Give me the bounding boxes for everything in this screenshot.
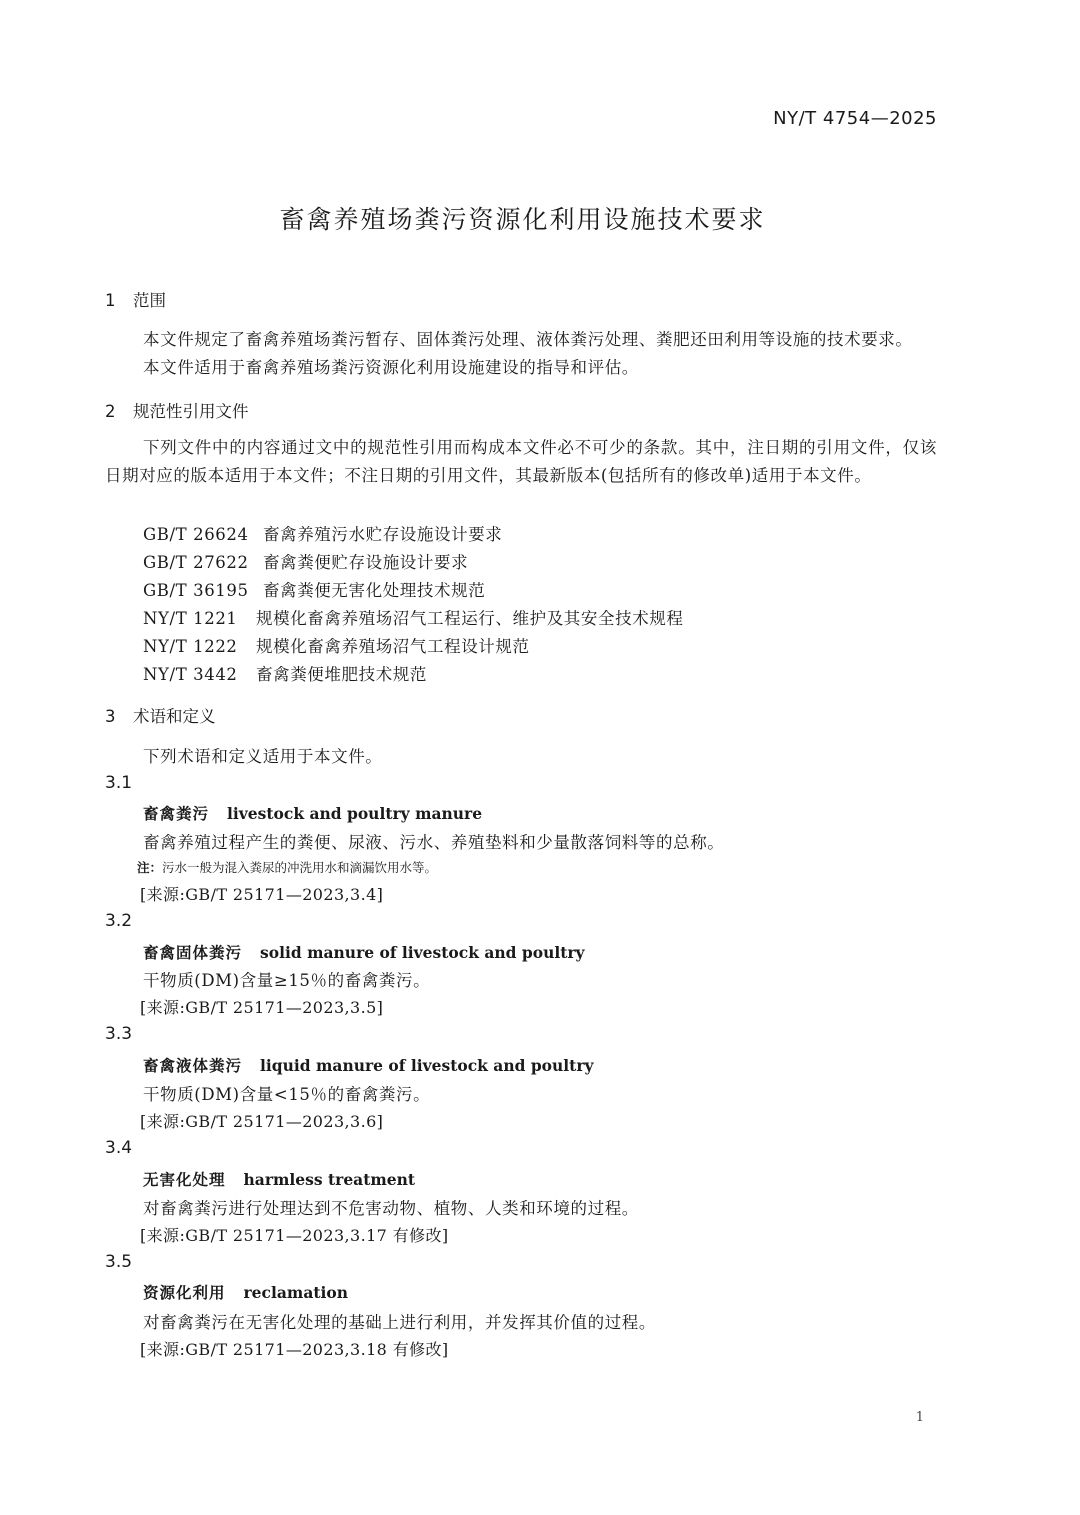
term-chinese: 畜禽粪污 — [143, 805, 210, 823]
paragraph: 下列文件中的内容通过文中的规范性引用而构成本文件必不可少的条款。其中，注日期的引用文件，仅该日期对应的版本适用于本文件；不注日期的引用文件，其最新版本(包括所有的修改单)适用于本文件。 — [105, 438, 937, 485]
section-heading-normative-references — [105, 398, 249, 422]
reference-code: GB/T 36195 — [143, 581, 249, 600]
reference-code: NY/T 1221 — [143, 609, 238, 628]
term-note — [137, 858, 437, 876]
term-english: reclamation — [243, 1283, 349, 1302]
document-title: 畜禽养殖场粪污资源化利用设施技术要求 — [279, 205, 766, 234]
term-chinese: 畜禽液体粪污 — [143, 1057, 243, 1075]
section-title: 规范性引用文件 — [133, 402, 249, 421]
clause-number: 3.1 — [105, 773, 133, 793]
clause-number: 3.3 — [105, 1024, 133, 1044]
term-source: [来源:GB/T 25171—2023,3.17 有修改] — [140, 1226, 449, 1245]
section-heading-scope — [105, 287, 166, 311]
reference-item — [143, 661, 427, 685]
clause-number: 3.5 — [105, 1252, 133, 1272]
term-english: harmless treatment — [243, 1170, 416, 1189]
reference-item — [143, 549, 468, 573]
reference-title: 规模化畜禽养殖场沼气工程设计规范 — [256, 637, 530, 656]
standard-code: NY/T 4754—2025 — [773, 108, 937, 129]
term-definition: 对畜禽粪污进行处理达到不危害动物、植物、人类和环境的过程。 — [143, 1199, 639, 1218]
reference-title: 畜禽粪便无害化处理技术规范 — [263, 581, 486, 600]
reference-code: GB/T 27622 — [143, 553, 249, 572]
term-entry — [143, 802, 482, 824]
term-definition: 干物质(DM)含量<15％的畜禽粪污。 — [143, 1085, 431, 1104]
term-definition: 干物质(DM)含量≥15％的畜禽粪污。 — [143, 971, 431, 990]
section-number: 2 — [105, 402, 116, 421]
paragraph: 本文件适用于畜禽养殖场粪污资源化利用设施建设的指导和评估。 — [143, 358, 639, 377]
reference-title: 畜禽粪便堆肥技术规范 — [256, 665, 427, 684]
term-english: liquid manure of livestock and poultry — [260, 1056, 594, 1075]
term-source: [来源:GB/T 25171—2023,3.18 有修改] — [140, 1340, 449, 1359]
reference-code: NY/T 1222 — [143, 637, 238, 656]
paragraph: 下列术语和定义适用于本文件。 — [143, 747, 383, 766]
term-definition: 畜禽养殖过程产生的粪便、尿液、污水、养殖垫料和少量散落饲料等的总称。 — [143, 833, 725, 852]
reference-code: GB/T 26624 — [143, 525, 249, 544]
term-entry — [143, 1281, 348, 1303]
term-english: solid manure of livestock and poultry — [260, 943, 585, 962]
term-source: [来源:GB/T 25171—2023,3.6] — [140, 1112, 384, 1131]
reference-item — [143, 577, 485, 601]
section-title: 范围 — [133, 291, 166, 310]
section-number: 1 — [105, 291, 116, 310]
page-number: 1 — [915, 1410, 924, 1425]
note-label: 注： — [137, 860, 163, 875]
section-heading-terms-definitions — [105, 703, 216, 727]
term-chinese: 无害化处理 — [143, 1171, 226, 1189]
clause-number: 3.4 — [105, 1138, 133, 1158]
note-text: 污水一般为混入粪尿的冲洗用水和滴漏饮用水等。 — [162, 860, 438, 875]
reference-item — [143, 605, 684, 629]
reference-title: 畜禽粪便贮存设施设计要求 — [263, 553, 469, 572]
reference-title: 畜禽养殖污水贮存设施设计要求 — [263, 525, 503, 544]
section-title: 术语和定义 — [133, 707, 216, 726]
reference-item — [143, 521, 502, 545]
term-english: livestock and poultry manure — [227, 804, 483, 823]
term-entry — [143, 941, 585, 963]
term-source: [来源:GB/T 25171—2023,3.4] — [140, 885, 384, 904]
term-entry — [143, 1054, 594, 1076]
reference-item — [143, 633, 530, 657]
reference-code: NY/T 3442 — [143, 665, 238, 684]
reference-title: 规模化畜禽养殖场沼气工程运行、维护及其安全技术规程 — [256, 609, 684, 628]
term-definition: 对畜禽粪污在无害化处理的基础上进行利用，并发挥其价值的过程。 — [143, 1313, 656, 1332]
section-number: 3 — [105, 707, 116, 726]
term-chinese: 资源化利用 — [143, 1284, 226, 1302]
term-entry — [143, 1168, 415, 1190]
clause-number: 3.2 — [105, 911, 133, 931]
term-source: [来源:GB/T 25171—2023,3.5] — [140, 998, 384, 1017]
paragraph: 本文件规定了畜禽养殖场粪污暂存、固体粪污处理、液体粪污处理、粪肥还田利用等设施的技术要求。 — [143, 330, 913, 349]
term-chinese: 畜禽固体粪污 — [143, 944, 243, 962]
